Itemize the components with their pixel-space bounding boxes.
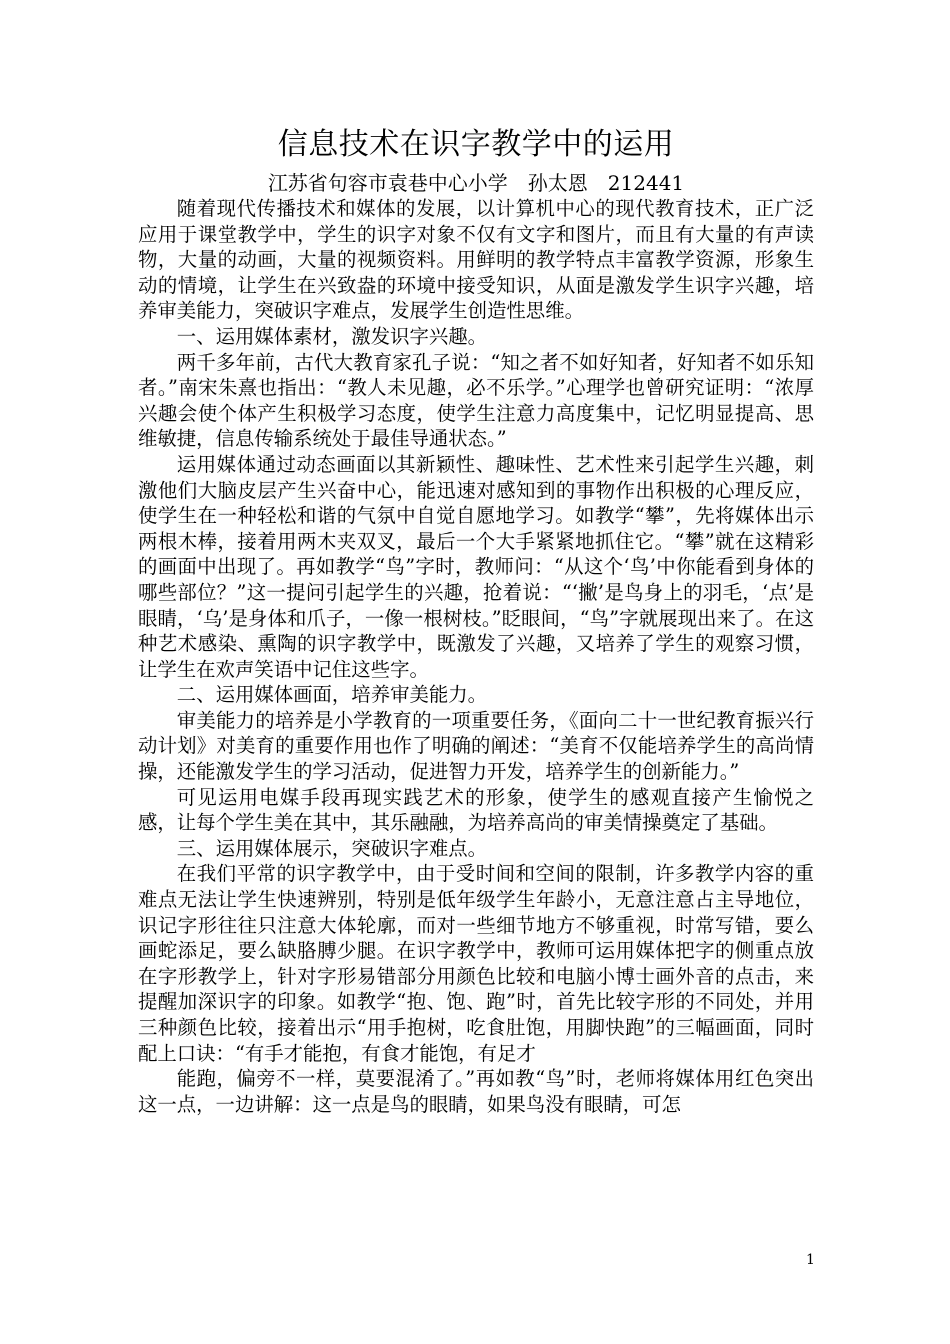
author-line: 江苏省句容市袁巷中心小学 孙太恩 212441 [267, 171, 685, 195]
document-body [138, 196, 814, 1117]
paragraph: 可见运用电媒手段再现实践艺术的形象，使学生的感观直接产生愉悦之感，让每个学生美在其中，其乐融融，为培养高尚的审美情操奠定了基础。 [138, 785, 814, 835]
document-content [138, 120, 814, 1117]
page-number: 1 [806, 1252, 815, 1268]
paragraph: 在我们平常的识字教学中，由于受时间和空间的限制，许多教学内容的重难点无法让学生快速辨别，特别是低年级学生年龄小，无意注意占主导地位，识记字形往往只注意大体轮廓，而对一些细节地方不够重视，时常写错，要么画蛇添足，要么缺胳膊少腿。在识字教学中，教师可运用媒体把字的侧重点放在字形教学上，针对字形易错部分用颜色比较和电脑小博士画外音的点击，来提醒加深识字的印象。如教学“抱、饱、跑”时，首先比较字形的不同处，并用三种颜色比较，接着出示“用手抱树，吃食肚饱，用脚快跑”的三幅画面，同时配上口诀：“有手才能抱，有食才能饱，有足才 [138, 862, 814, 1065]
paragraph-intro: 随着现代传播技术和媒体的发展，以计算机中心的现代教育技术，正广泛应用于课堂教学中，学生的识字对象不仅有文字和图片，而且有大量的有声读物，大量的动画，大量的视频资料。用鲜明的教学特点丰富教学资源，形象生动的情境，让学生在兴致盎的环境中接受知识，从面是激发学生识字兴趣，培养审美能力，突破识字难点，发展学生创造性思维。 [138, 197, 814, 323]
section-heading-1: 一、运用媒体素材，激发识字兴趣。 [176, 324, 488, 348]
section-heading-2: 二、运用媒体画面，培养审美能力。 [176, 683, 488, 707]
document-title: 信息技术在识字教学中的运用 [277, 127, 675, 162]
section-heading-3: 三、运用媒体展示，突破识字难点。 [176, 836, 488, 860]
paragraph: 审美能力的培养是小学教育的一项重要任务，《面向二十一世纪教育振兴行动计划》对美育的重要作用也作了明确的阐述：“美育不仅能培养学生的高尚情操，还能激发学生的学习活动，促进智力开发，培养学生的创新能力。” [138, 708, 814, 784]
paragraph: 能跑，偏旁不一样，莫要混淆了。”再如教“鸟”时，老师将媒体用红色突出这一点，一边讲解：这一点是鸟的眼睛，如果鸟没有眼睛，可怎 [138, 1067, 814, 1116]
paragraph: 两千多年前，古代大教育家孔子说：“知之者不如好知者，好知者不如乐知者。”南宋朱熹也指出：“教人未见趣，必不乐学。”心理学也曾研究证明：“浓厚兴趣会使个体产生积极学习态度，使学生注意力高度集中，记忆明显提高、思维敏捷，信息传输系统处于最佳导通状态。” [138, 350, 814, 451]
paragraph: 运用媒体通过动态画面以其新颖性、趣味性、艺术性来引起学生兴趣，刺激他们大脑皮层产生兴奋中心，能迅速对感知到的事物作出积极的心理反应，使学生在一种轻松和谐的气氛中自觉自愿地学习。如教学“攀”，先将媒体出示两根木棒，接着用两木夹双叉，最后一个大手紧紧地抓住它。“攀”就在这精彩的画面中出现了。再如教学“鸟”字时，教师问：“从这个‘鸟’中你能看到身体的哪些部位？”这一提问引起学生的兴趣，抢着说：“‘撇’是鸟身上的羽毛，‘点’是眼睛，‘乌’是身体和爪子，一像一根树枝。”眨眼间，“鸟”字就展现出来了。在这种艺术感染、熏陶的识字教学中，既激发了兴趣，又培养了学生的观察习惯，让学生在欢声笑语中记住这些字。 [138, 452, 814, 681]
